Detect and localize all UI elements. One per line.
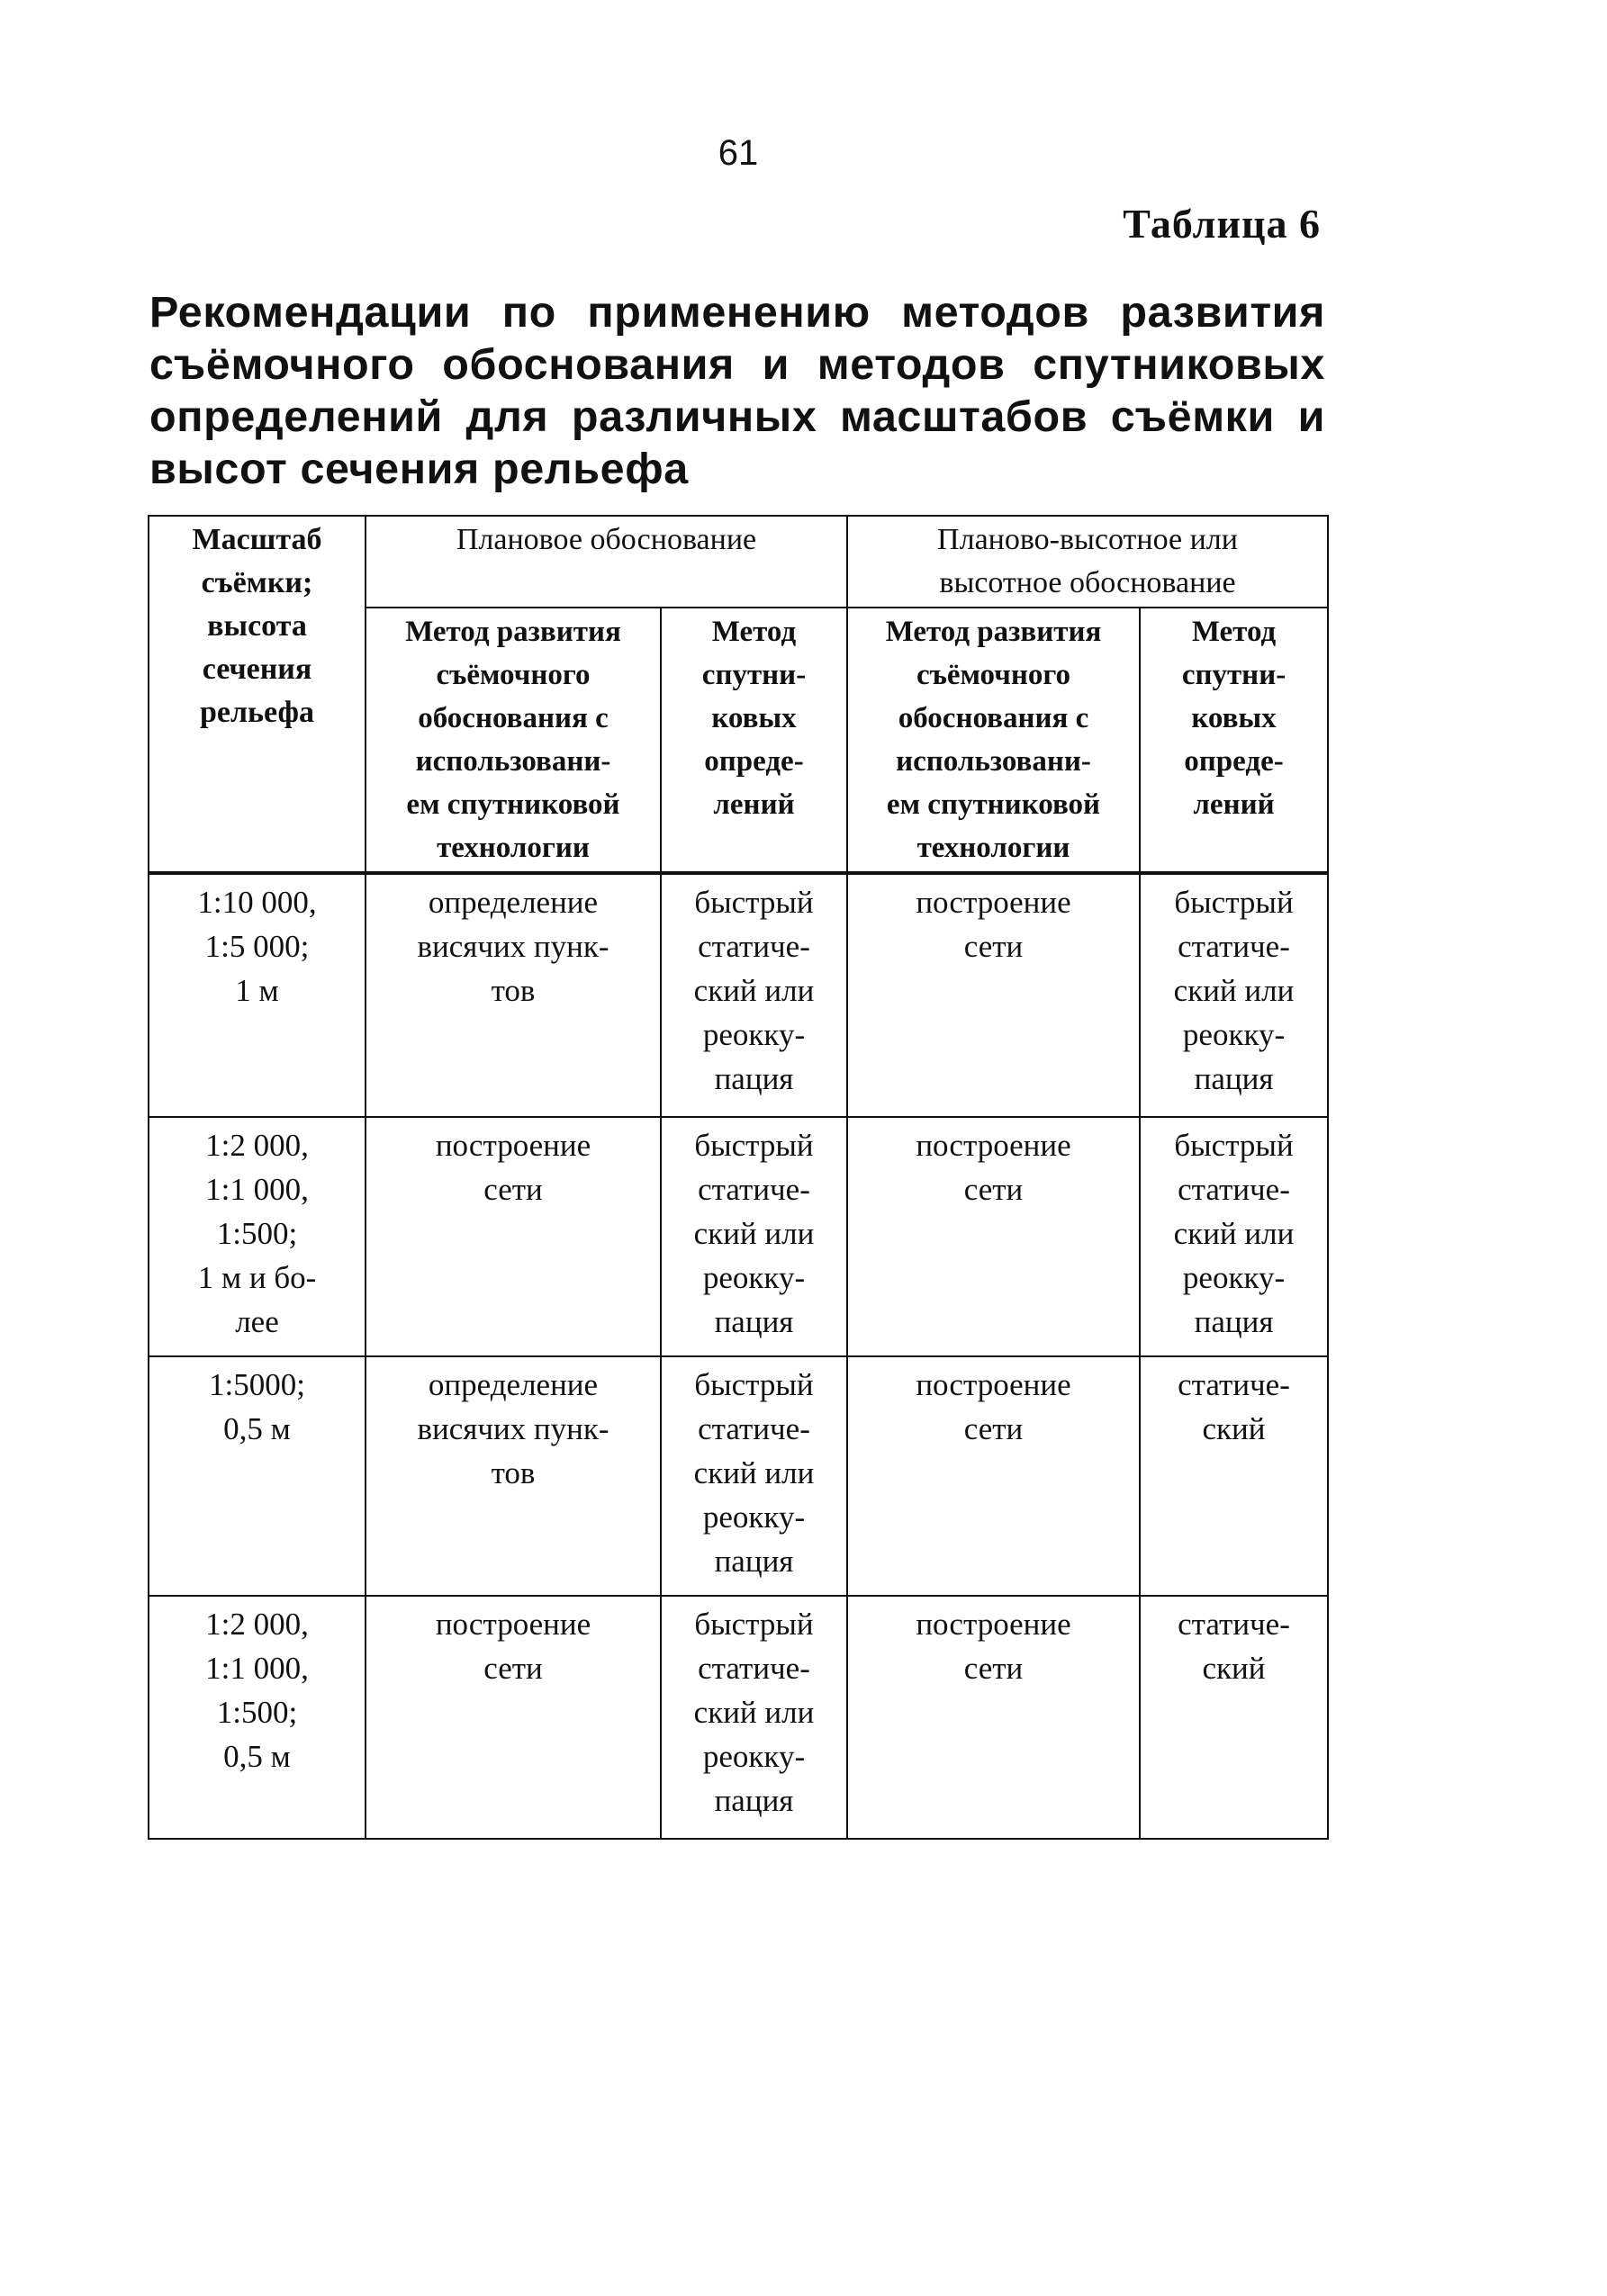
cell-scale: 1:2 000, 1:1 000, 1:500; 1 м и бо- лее	[149, 1117, 366, 1356]
header-hv-method-dev: Метод развития съёмочного обоснования с использовани- ем спутниковой технологии	[847, 608, 1140, 873]
cell-scale: 1:10 000, 1:5 000; 1 м	[149, 873, 366, 1117]
table-label: Таблица 6	[1123, 201, 1321, 247]
header-scale: Масштаб съёмки; высота сечения рельефа	[149, 516, 366, 873]
header-plan-method-dev: Метод развития съёмочного обоснования с использовани- ем спутниковой технологии	[366, 608, 661, 873]
table-body	[149, 873, 1328, 1839]
cell-hv-method-dev: построение сети	[847, 1356, 1140, 1596]
cell-plan-method-dev: определение висячих пунк- тов	[366, 1356, 661, 1596]
table-header	[149, 516, 1328, 873]
header-row-groups	[149, 516, 1328, 608]
header-plan-method-sat: Метод спутни- ковых опреде- лений	[661, 608, 847, 873]
table-row	[149, 1117, 1328, 1356]
cell-hv-method-sat: быстрый статиче- ский или реокку- пация	[1140, 873, 1328, 1117]
page-number: 61	[718, 133, 759, 173]
cell-plan-method-dev: построение сети	[366, 1596, 661, 1839]
header-group-plan: Плановое обоснование	[366, 516, 847, 608]
header-hv-method-sat: Метод спутни- ковых опреде- лений	[1140, 608, 1328, 873]
cell-hv-method-dev: построение сети	[847, 1596, 1140, 1839]
cell-plan-method-sat: быстрый статиче- ский или реокку- пация	[661, 1596, 847, 1839]
table-row	[149, 1356, 1328, 1596]
cell-plan-method-sat: быстрый статиче- ский или реокку- пация	[661, 1356, 847, 1596]
cell-hv-method-dev: построение сети	[847, 873, 1140, 1117]
cell-plan-method-dev: построение сети	[366, 1117, 661, 1356]
cell-hv-method-sat: статиче- ский	[1140, 1356, 1328, 1596]
cell-plan-method-sat: быстрый статиче- ский или реокку- пация	[661, 873, 847, 1117]
table-row	[149, 873, 1328, 1117]
cell-scale: 1:5000; 0,5 м	[149, 1356, 366, 1596]
table-row	[149, 1596, 1328, 1839]
cell-hv-method-sat: быстрый статиче- ский или реокку- пация	[1140, 1117, 1328, 1356]
cell-plan-method-sat: быстрый статиче- ский или реокку- пация	[661, 1117, 847, 1356]
recommendations-table	[148, 515, 1329, 1840]
cell-scale: 1:2 000, 1:1 000, 1:500; 0,5 м	[149, 1596, 366, 1839]
cell-hv-method-sat: статиче- ский	[1140, 1596, 1328, 1839]
table-title: Рекомендации по применению методов развития съёмочного обоснования и методов спутниковых определений для различных масштабов съёмки и высот сечения рельефа	[149, 288, 1325, 493]
header-group-plan-height: Планово-высотное или высотное обоснование	[847, 516, 1328, 608]
cell-hv-method-dev: построение сети	[847, 1117, 1140, 1356]
cell-plan-method-dev: определение висячих пунк- тов	[366, 873, 661, 1117]
